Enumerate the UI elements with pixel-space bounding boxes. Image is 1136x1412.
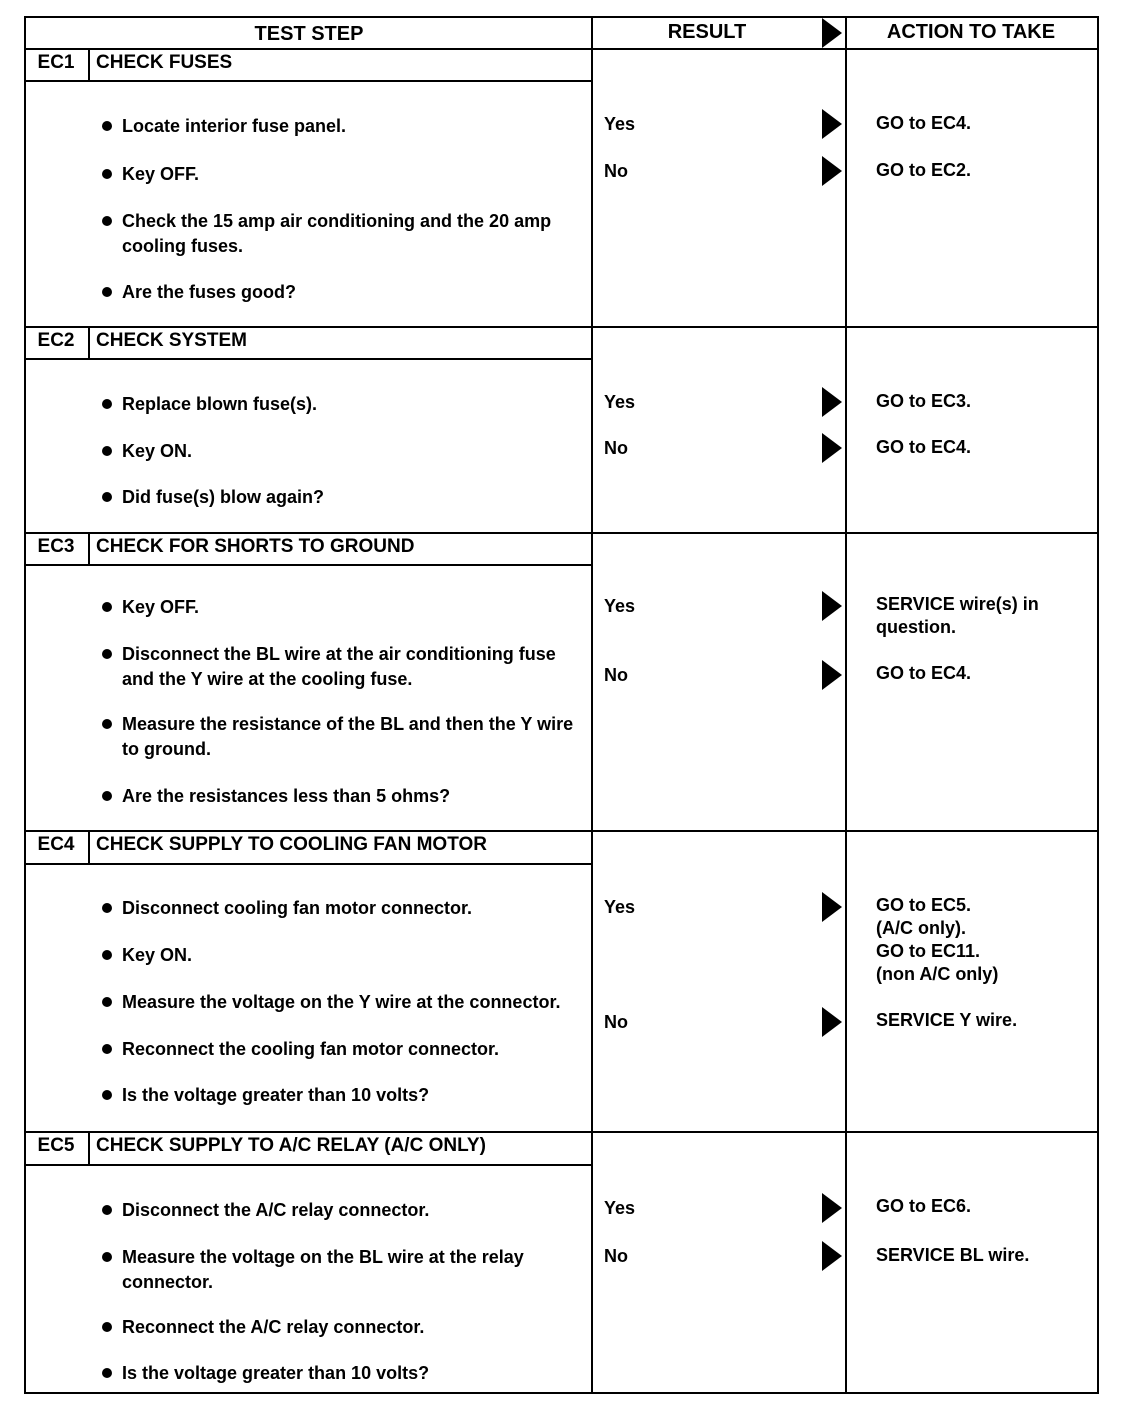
step-instruction: Measure the voltage on the BL wire at the relay connector.	[122, 1247, 524, 1292]
result-label: No	[604, 1246, 628, 1266]
result-label: Yes	[604, 596, 636, 616]
result-arrow-icon	[822, 660, 842, 690]
bullet-icon	[102, 791, 112, 801]
header-arrow-icon	[822, 18, 842, 48]
bullet-icon	[102, 602, 112, 612]
result-label: Yes	[604, 897, 636, 917]
rule-line	[1097, 16, 1099, 1394]
bullet-icon	[102, 287, 112, 297]
result-arrow-icon	[822, 156, 842, 186]
bullet-icon	[102, 1044, 112, 1054]
step-code: EC2	[37, 330, 75, 351]
step-instruction: Disconnect the A/C relay connector.	[122, 1200, 430, 1220]
result-arrow-icon	[822, 1241, 842, 1271]
result-label: No	[604, 161, 628, 181]
bullet-icon	[102, 719, 112, 729]
action-text: SERVICE BL wire.	[876, 1245, 1030, 1265]
rule-line	[24, 863, 591, 865]
rule-line	[24, 16, 1097, 18]
rule-line	[591, 16, 593, 1394]
step-instruction: Are the fuses good?	[122, 282, 297, 302]
action-text: GO to EC4.	[876, 663, 972, 683]
result-label: Yes	[604, 392, 636, 412]
step-title: CHECK SYSTEM	[96, 330, 247, 351]
bullet-icon	[102, 649, 112, 659]
step-instruction: Key ON.	[122, 441, 193, 461]
step-instruction: Disconnect the BL wire at the air conditioning fuse and the Y wire at the cooling fuse.	[122, 644, 556, 689]
bullet-icon	[102, 121, 112, 131]
header-action: ACTION TO TAKE	[886, 21, 1056, 43]
rule-line	[88, 326, 90, 358]
step-instruction: Did fuse(s) blow again?	[122, 487, 325, 507]
step-title: CHECK FOR SHORTS TO GROUND	[96, 536, 415, 557]
step-instruction: Key ON.	[122, 945, 193, 965]
bullet-icon	[102, 492, 112, 502]
step-instruction: Reconnect the A/C relay connector.	[122, 1317, 425, 1337]
bullet-icon	[102, 169, 112, 179]
step-instruction: Reconnect the cooling fan motor connector.	[122, 1039, 500, 1059]
step-instruction: Are the resistances less than 5 ohms?	[122, 786, 451, 806]
rule-line	[88, 48, 90, 80]
header-result: RESULT	[667, 21, 747, 43]
rule-line	[24, 80, 591, 82]
step-instruction: Measure the resistance of the BL and then the Y wire to ground.	[122, 714, 574, 759]
action-text: GO to EC5. (A/C only). GO to EC11. (non A/C only)	[876, 895, 999, 984]
result-label: No	[604, 1012, 628, 1032]
bullet-icon	[102, 1252, 112, 1262]
rule-line	[24, 16, 26, 1394]
step-instruction: Disconnect cooling fan motor connector.	[122, 898, 473, 918]
action-text: SERVICE wire(s) in question.	[876, 594, 1039, 637]
result-label: No	[604, 665, 628, 685]
step-instruction: Measure the voltage on the Y wire at the connector.	[122, 992, 561, 1012]
rule-line	[845, 16, 847, 1394]
bullet-icon	[102, 1205, 112, 1215]
step-title: CHECK SUPPLY TO A/C RELAY (A/C ONLY)	[96, 1135, 486, 1156]
rule-line	[24, 1392, 1097, 1394]
rule-line	[24, 564, 591, 566]
rule-line	[88, 532, 90, 564]
result-arrow-icon	[822, 892, 842, 922]
step-instruction: Is the voltage greater than 10 volts?	[122, 1363, 430, 1383]
step-instruction: Replace blown fuse(s).	[122, 394, 318, 414]
step-instruction: Check the 15 amp air conditioning and the 20 amp cooling fuses.	[122, 211, 552, 256]
step-code: EC4	[37, 834, 75, 855]
bullet-icon	[102, 950, 112, 960]
step-code: EC1	[37, 52, 75, 73]
step-title: CHECK FUSES	[96, 52, 233, 73]
result-arrow-icon	[822, 591, 842, 621]
result-arrow-icon	[822, 1007, 842, 1037]
result-label: No	[604, 438, 628, 458]
bullet-icon	[102, 1322, 112, 1332]
action-text: GO to EC2.	[876, 160, 972, 180]
step-title: CHECK SUPPLY TO COOLING FAN MOTOR	[96, 834, 487, 855]
rule-line	[88, 1131, 90, 1164]
result-label: Yes	[604, 114, 636, 134]
step-instruction: Locate interior fuse panel.	[122, 116, 347, 136]
result-arrow-icon	[822, 433, 842, 463]
bullet-icon	[102, 903, 112, 913]
result-arrow-icon	[822, 109, 842, 139]
header-test-step: TEST STEP	[254, 23, 364, 45]
bullet-icon	[102, 446, 112, 456]
action-text: GO to EC4.	[876, 437, 972, 457]
bullet-icon	[102, 1368, 112, 1378]
rule-line	[24, 358, 591, 360]
result-arrow-icon	[822, 1193, 842, 1223]
bullet-icon	[102, 216, 112, 226]
action-text: GO to EC4.	[876, 113, 972, 133]
action-text: SERVICE Y wire.	[876, 1010, 1018, 1030]
step-code: EC5	[37, 1135, 75, 1156]
result-label: Yes	[604, 1198, 636, 1218]
rule-line	[24, 1164, 591, 1166]
action-text: GO to EC3.	[876, 391, 972, 411]
rule-line	[88, 830, 90, 863]
step-code: EC3	[37, 536, 75, 557]
step-instruction: Key OFF.	[122, 164, 200, 184]
result-arrow-icon	[822, 387, 842, 417]
step-instruction: Key OFF.	[122, 597, 200, 617]
bullet-icon	[102, 1090, 112, 1100]
bullet-icon	[102, 997, 112, 1007]
step-instruction: Is the voltage greater than 10 volts?	[122, 1085, 430, 1105]
action-text: GO to EC6.	[876, 1196, 972, 1216]
bullet-icon	[102, 399, 112, 409]
